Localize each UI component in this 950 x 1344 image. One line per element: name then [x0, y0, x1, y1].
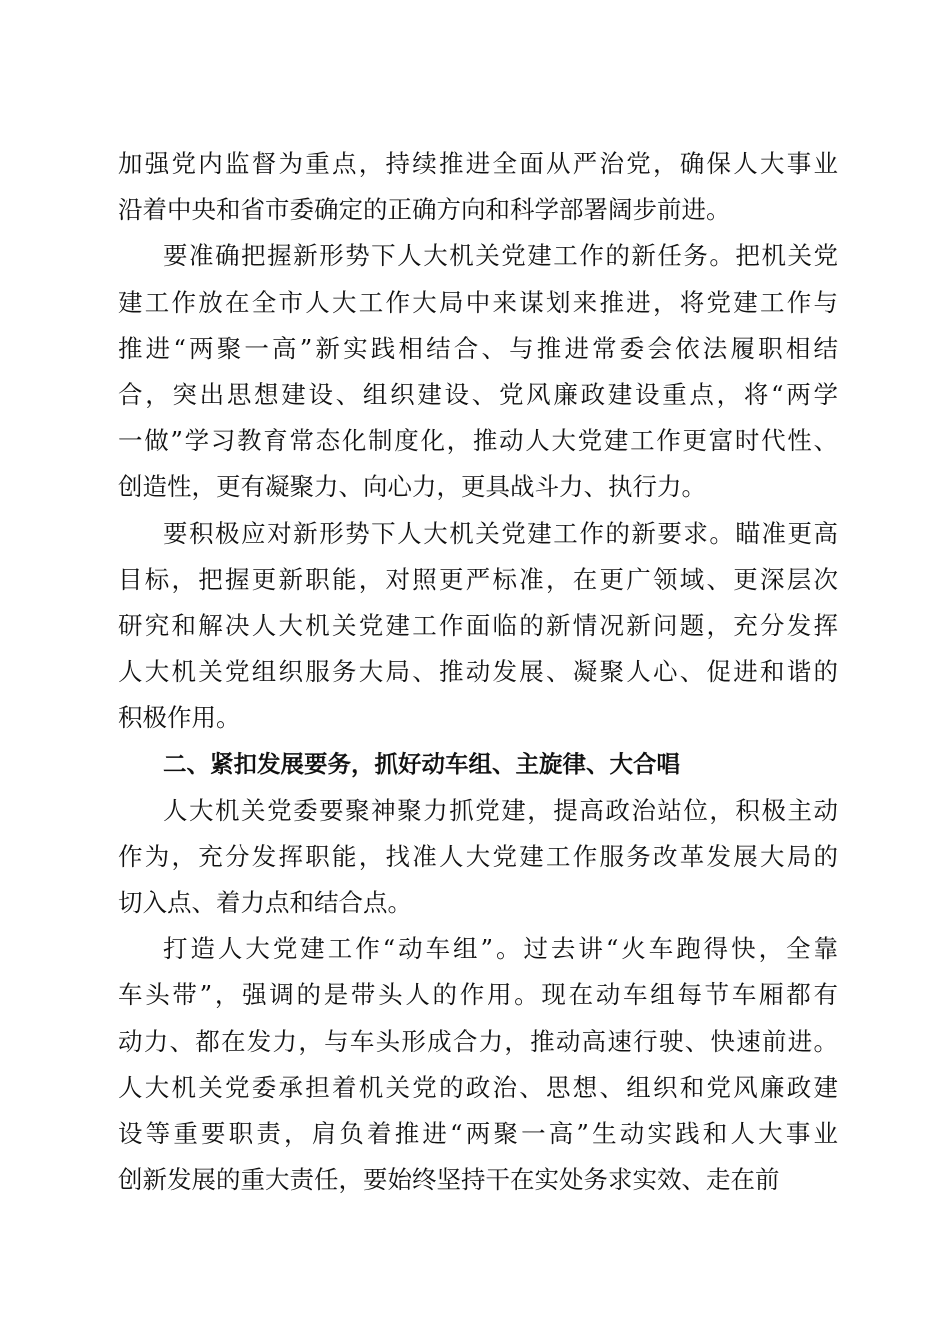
text-line: 加强党内监督为重点，持续推进全面从严治党，确保人大事业 — [118, 149, 838, 178]
text-line: 车头带”，强调的是带头人的作用。现在动车组每节车厢都有 — [118, 980, 838, 1010]
text-line: 切入点、着力点和结合点。 — [118, 888, 412, 917]
text-line: 积极作用。 — [118, 703, 241, 733]
text-line: 作为，充分发挥职能，找准人大党建工作服务改革发展大局的 — [118, 841, 838, 871]
text-line: 人大机关党委承担着机关党的政治、思想、组织和党风廉政建 — [118, 1072, 838, 1102]
text-line: 人大机关党委要聚神聚力抓党建，提高政治站位，积极主动 — [163, 795, 838, 825]
text-line: 要准确把握新形势下人大机关党建工作的新任务。把机关党 — [163, 241, 838, 271]
paragraph — [118, 926, 838, 1203]
text-line: 创造性，更有凝聚力、向心力，更具战斗力、执行力。 — [118, 472, 706, 502]
text-line: 设等重要职责，肩负着推进“两聚一高”生动实践和人大事业 — [118, 1118, 838, 1148]
paragraph — [118, 141, 838, 233]
document-body — [118, 141, 838, 1203]
text-line: 建工作放在全市人大工作大局中来谋划来推进，将党建工作与 — [118, 287, 838, 317]
text-line: 推进“两聚一高”新实践相结合、与推进常委会依法履职相结 — [118, 333, 838, 363]
text-line: 研究和解决人大机关党建工作面临的新情况新问题，充分发挥 — [118, 610, 838, 640]
text-line: 沿着中央和省市委确定的正确方向和科学部署阔步前进。 — [118, 195, 731, 225]
text-line: 二、紧扣发展要务，抓好动车组、主旋律、大合唱 — [163, 750, 680, 779]
paragraph — [118, 788, 838, 927]
paragraph — [118, 233, 838, 510]
text-line: 目标，把握更新职能，对照更严标准，在更广领域、更深层次 — [118, 564, 838, 594]
section-heading — [118, 741, 838, 787]
text-line: 创新发展的重大责任，要始终坚持干在实处务求实效、走在前 — [118, 1165, 780, 1195]
text-line: 合，突出思想建设、组织建设、党风廉政建设重点，将“两学 — [118, 379, 838, 409]
text-line: 要积极应对新形势下人大机关党建工作的新要求。瞄准更高 — [163, 518, 838, 548]
text-line: 人大机关党组织服务大局、推动发展、凝聚人心、促进和谐的 — [118, 657, 838, 687]
text-line: 打造人大党建工作“动车组”。过去讲“火车跑得快，全靠 — [163, 934, 838, 964]
paragraph — [118, 511, 838, 742]
text-line: 动力、都在发力，与车头形成合力，推动高速行驶、快速前进。 — [118, 1026, 838, 1056]
text-line: 一做”学习教育常态化制度化，推动人大党建工作更富时代性、 — [118, 426, 838, 456]
